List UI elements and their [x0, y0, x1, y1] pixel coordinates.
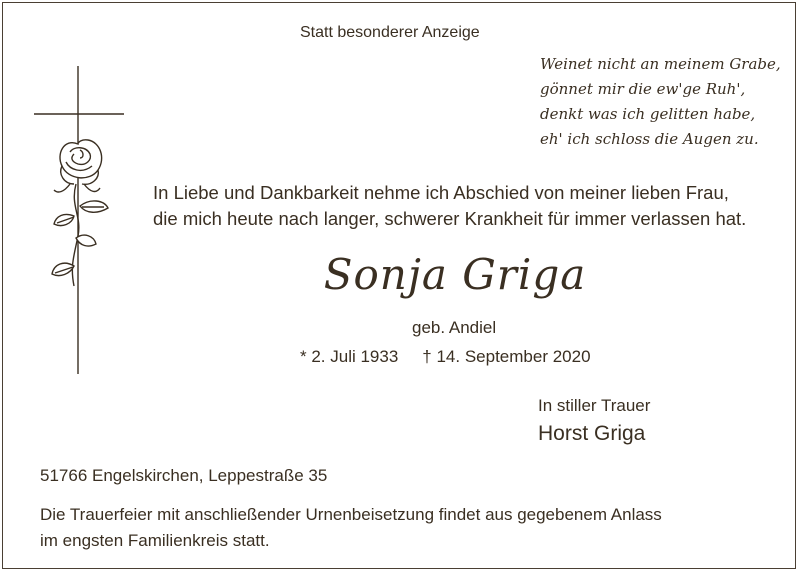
farewell-line: In Liebe und Dankbarkeit nehme ich Abschied von meiner lieben Frau, [153, 182, 729, 203]
farewell-line: die mich heute nach langer, schwerer Krankheit für immer verlassen hat. [153, 208, 747, 229]
header-notice: Statt besonderer Anzeige [300, 24, 480, 41]
notice-line: im engsten Familienkreis statt. [40, 531, 270, 550]
poem-line: denkt was ich gelitten habe, [540, 105, 756, 123]
poem [540, 52, 781, 152]
farewell-text [153, 180, 746, 232]
mourner-name: Horst Griga [538, 422, 646, 445]
address: 51766 Engelskirchen, Leppestraße 35 [40, 466, 328, 485]
death-date: † 14. September 2020 [422, 347, 591, 366]
cross-with-rose-icon [34, 66, 134, 376]
maiden-name: geb. Andiel [412, 318, 497, 337]
poem-line: Weinet nicht an meinem Grabe, [540, 55, 781, 73]
mourning-phrase: In stiller Trauer [538, 396, 651, 415]
poem-line: gönnet mir die ew'ge Ruh', [540, 80, 746, 98]
birth-date: * 2. Juli 1933 [300, 347, 399, 366]
poem-line: eh' ich schloss die Augen zu. [540, 130, 759, 148]
notice-line: Die Trauerfeier mit anschließender Urnenbeisetzung findet aus gegebenem Anlass [40, 505, 662, 524]
funeral-notice [40, 502, 662, 554]
deceased-name: Sonja Griga [323, 250, 587, 299]
life-dates [300, 347, 591, 367]
